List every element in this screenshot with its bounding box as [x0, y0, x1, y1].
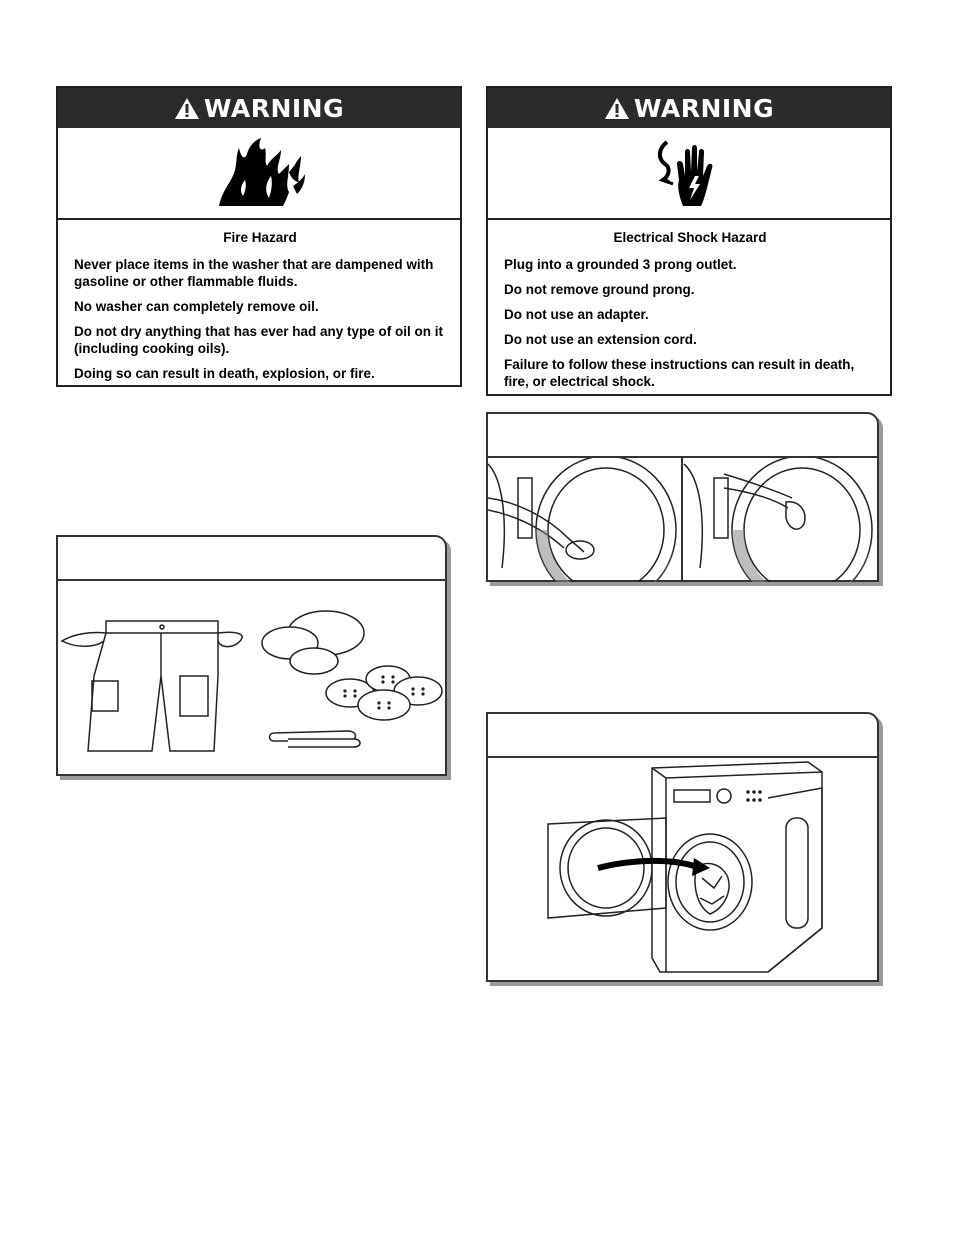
shock-warning-line: Do not use an adapter.: [504, 307, 649, 322]
fire-warning-line: No washer can completely remove oil.: [74, 299, 319, 314]
empty-pockets-panel: [56, 535, 447, 776]
door-seal-panel: [486, 412, 879, 582]
fire-warning-line: Doing so can result in death, explosion, or fire.: [74, 366, 375, 381]
shock-warning-header-text: WARNING: [633, 93, 775, 123]
fire-icon: [209, 136, 309, 210]
warning-triangle-icon: [174, 97, 200, 120]
shock-warning-header: [488, 88, 890, 128]
fire-warning-body: [58, 220, 460, 382]
fire-hazard-title: Fire Hazard: [223, 230, 297, 245]
load-washer-illustration: [488, 758, 877, 982]
fire-warning-header: [58, 88, 460, 128]
fire-warning-box: [56, 86, 462, 387]
panel-header: [488, 714, 877, 758]
panel-header: [58, 537, 445, 581]
fire-warning-line: Never place items in the washer that are dampened with gasoline or other flammable fluids.: [74, 257, 434, 289]
electric-shock-hand-icon: [649, 136, 729, 210]
shock-warning-line: Failure to follow these instructions can result in death, fire, or electrical shock.: [504, 357, 855, 389]
fire-icon-area: [58, 128, 460, 220]
shock-warning-line: Plug into a grounded 3 prong outlet.: [504, 257, 737, 272]
clean-door-seal-illustration: [488, 458, 877, 582]
shock-warning-line: Do not remove ground prong.: [504, 282, 695, 297]
shock-hazard-title: Electrical Shock Hazard: [613, 230, 767, 245]
load-washer-panel: [486, 712, 879, 982]
empty-pockets-illustration: [58, 581, 445, 776]
fire-warning-header-text: WARNING: [203, 93, 345, 123]
shock-warning-box: [486, 86, 892, 396]
fire-warning-line: Do not dry anything that has ever had any type of oil on it (including cooking oils).: [74, 324, 444, 356]
shock-warning-line: Do not use an extension cord.: [504, 332, 697, 347]
shock-icon-area: [488, 128, 890, 220]
shock-warning-body: [488, 220, 890, 390]
warning-triangle-icon: [604, 97, 630, 120]
panel-header: [488, 414, 877, 458]
